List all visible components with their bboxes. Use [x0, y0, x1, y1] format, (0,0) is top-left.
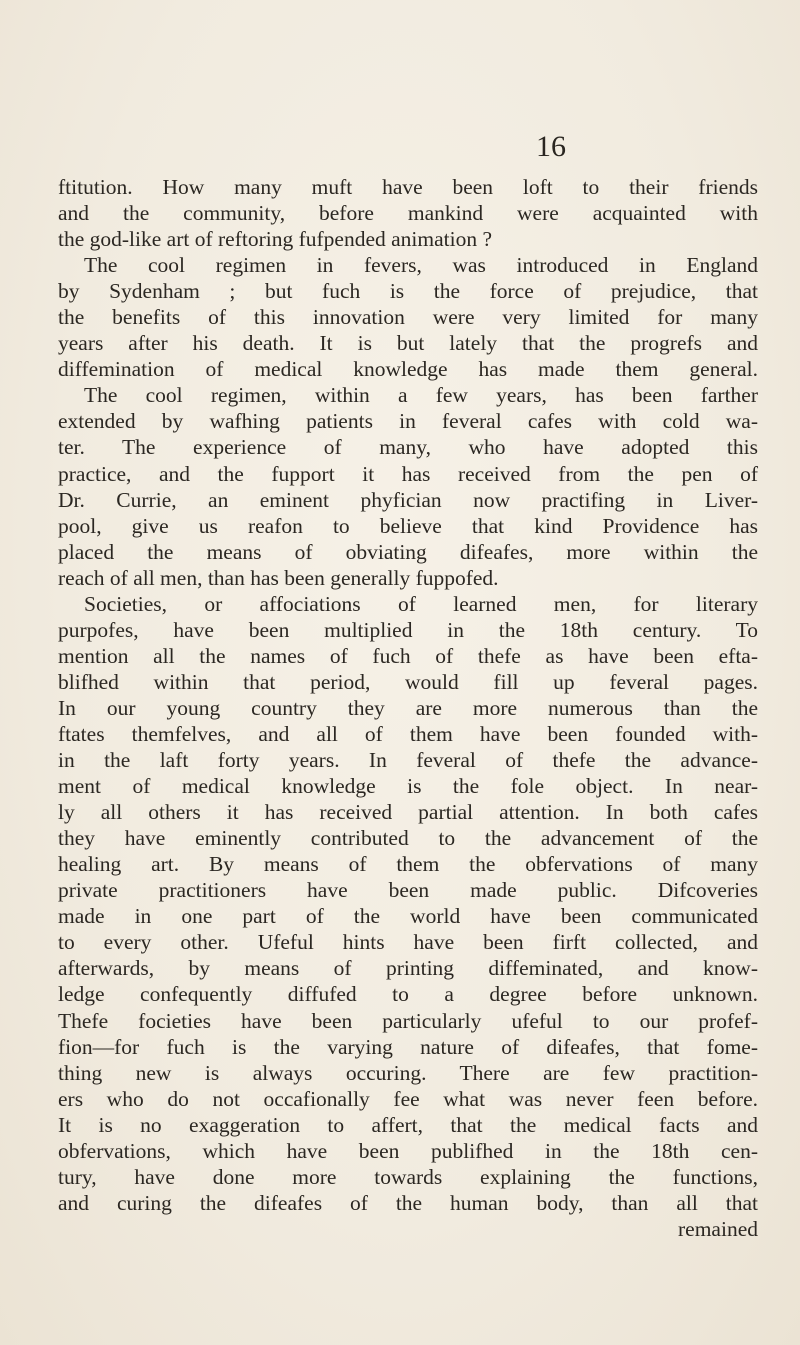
text-line: Dr. Currie, an eminent phyfician now practifing in Liver- [58, 487, 758, 512]
text-line: to every other. Ufeful hints have been firft collected, and [58, 930, 758, 955]
text-line: years after his death. It is but lately that the progrefs and [58, 331, 758, 356]
text-line: obfervations, which have been publifhed in the 18th cen- [58, 1138, 758, 1163]
text-line: extended by wafhing patients in feveral cafes with cold wa- [58, 409, 758, 434]
text-line: Thefe focieties have been particularly ufeful to our profef- [58, 1008, 758, 1033]
text-line: ftitution. How many muft have been loft to their friends [58, 175, 758, 199]
text-line: It is no exaggeration to affert, that the medical facts and [58, 1112, 758, 1137]
text-line: ment of medical knowledge is the fole object. In near- [58, 774, 758, 799]
text-line: and the community, before mankind were acquainted with [58, 201, 758, 226]
text-line: the benefits of this innovation were very limited for many [58, 305, 758, 330]
text-line: mention all the names of fuch of thefe as have been efta- [58, 643, 758, 668]
text-line: and curing the difeafes of the human body, than all that [58, 1190, 758, 1215]
text-line: afterwards, by means of printing diffeminated, and know- [58, 956, 758, 981]
text-line: in the laft forty years. In feveral of thefe the advance- [58, 748, 758, 773]
text-line: blifhed within that period, would fill up feveral pages. [58, 669, 758, 694]
text-line: thing new is always occuring. There are few practition- [58, 1060, 758, 1085]
text-line: made in one part of the world have been communicated [58, 904, 758, 929]
text-line: healing art. By means of them the obfervations of many [58, 852, 758, 877]
text-line: diffemination of medical knowledge has made them general. [58, 357, 758, 382]
paragraph-start-line: The cool regimen, within a few years, has been farther [84, 383, 758, 408]
paragraph-start-line: Societies, or affociations of learned men, for literary [84, 591, 758, 616]
body-text [58, 174, 758, 1242]
text-line: fion—for fuch is the varying nature of difeafes, that fome- [58, 1034, 758, 1059]
text-line: practice, and the fupport it has received from the pen of [58, 461, 758, 486]
text-line: placed the means of obviating difeafes, more within the [58, 539, 758, 564]
text-line: ter. The experience of many, who have adopted this [58, 435, 758, 460]
text-line: purpofes, have been multiplied in the 18th century. To [58, 617, 758, 642]
text-line: ledge confequently diffufed to a degree before unknown. [58, 982, 758, 1007]
text-line: pool, give us reafon to believe that kind Providence has [58, 513, 758, 538]
text-line: ers who do not occafionally fee what was never feen before. [58, 1086, 758, 1111]
text-line: In our young country they are more numerous than the [58, 695, 758, 720]
page-number: 16 [536, 130, 566, 163]
text-line: ly all others it has received partial attention. In both cafes [58, 800, 758, 825]
text-line: they have eminently contributed to the advancement of the [58, 826, 758, 851]
text-line: tury, have done more towards explaining the functions, [58, 1164, 758, 1189]
text-line: by Sydenham ; but fuch is the force of prejudice, that [58, 279, 758, 304]
catchword: remained [678, 1216, 758, 1241]
paragraph-start-line: The cool regimen in fevers, was introduced in England [84, 253, 758, 278]
text-line: ftates themfelves, and all of them have been founded with- [58, 721, 758, 746]
text-line: the god-like art of reftoring fufpended animation ? [58, 227, 493, 252]
text-line: private practitioners have been made public. Difcoveries [58, 878, 758, 903]
text-line: reach of all men, than has been generally fuppofed. [58, 565, 499, 590]
